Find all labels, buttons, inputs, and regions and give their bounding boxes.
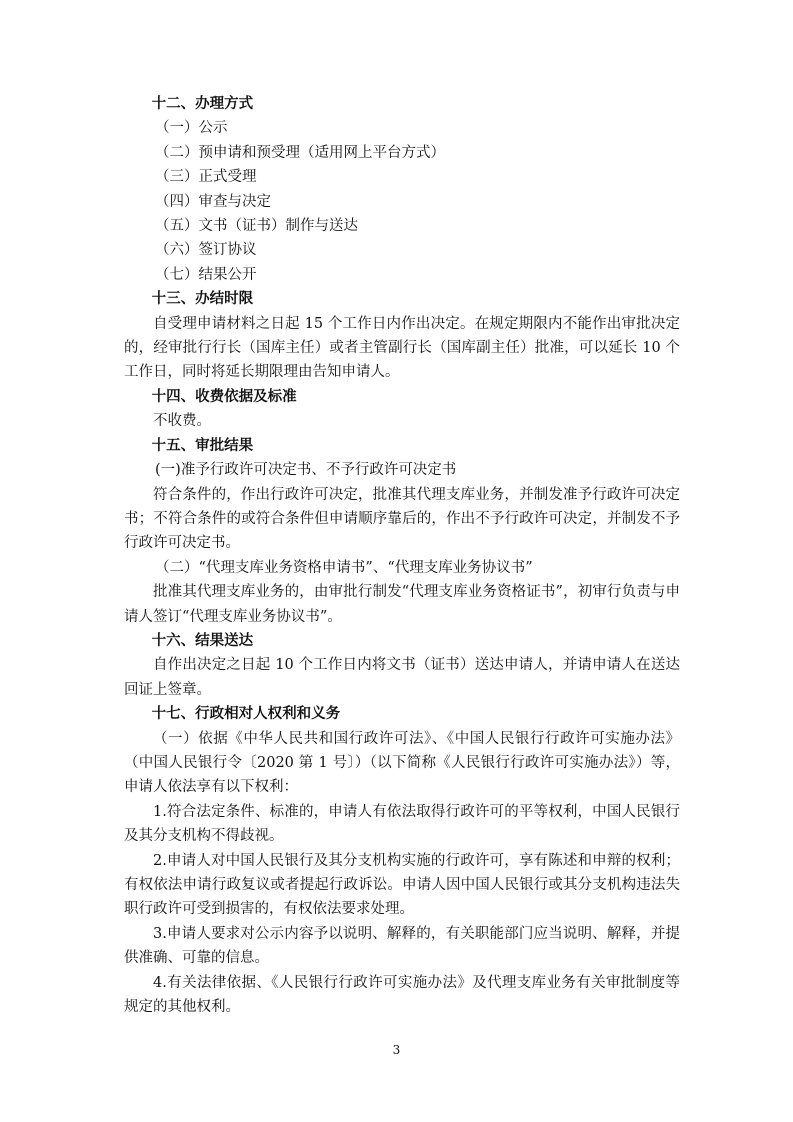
paragraph: （一）依据《中华人民共和国行政许可法》、《中国人民银行行政许可实施办法》（中国人民银行令〔2020 第 1 号〕）（以下简称《人民银行行政许可实施办法》）等，申请人依法享有以下权利：: [124, 730, 680, 796]
paragraph: 不收费。: [153, 413, 211, 430]
list-item: （六）签订协议: [155, 242, 257, 259]
section-heading-13: 十三、办结时限: [151, 290, 254, 308]
list-item: 1.符合法定条件、标准的，申请人有依法取得行政许可的平等权利，中国人民银行及其分支机构不得歧视。: [124, 803, 680, 845]
list-item: （七）结果公开: [155, 266, 257, 283]
list-item: 4.有关法律依据、《人民银行行政许可实施办法》及代理支库业务有关审批制度等规定的其他权利。: [124, 974, 680, 1016]
section-heading-16: 十六、结果送达: [151, 631, 254, 649]
page-body: [124, 92, 680, 1019]
paragraph: 批准其代理支库业务的，由审批行制发“代理支库业务资格证书”，初审行负责与申请人签订“代理支库业务协议书”。: [124, 584, 680, 625]
list-item: （三）正式受理: [155, 169, 257, 186]
list-item: （一）公示: [155, 120, 228, 137]
section-heading-17: 十七、行政相对人权利和义务: [151, 705, 341, 723]
list-item: （四）审查与决定: [155, 193, 271, 210]
list-item: 3.申请人要求对公示内容予以说明、解释的，有关职能部门应当说明、解释，并提供准确、可靠的信息。: [124, 925, 680, 967]
subheading: (一)准予行政许可决定书、不予行政许可决定书: [155, 462, 457, 479]
list-item: （二）预申请和预受理（适用网上平台方式）: [155, 144, 445, 161]
section-heading-15: 十五、审批结果: [151, 436, 254, 454]
list-item: （五）文书（证书）制作与送达: [155, 218, 358, 235]
section-heading-14: 十四、收费依据及标准: [151, 387, 297, 405]
paragraph: 自作出决定之日起 10 个工作日内将文书（证书）送达申请人，并请申请人在送达回证上签章。: [124, 657, 680, 698]
paragraph: 符合条件的，作出行政许可决定，批准其代理支库业务，并制发准予行政许可决定书；不符合条件的或符合条件但申请顺序靠后的，作出不予行政许可决定，并制发不予行政许可决定书。: [124, 486, 680, 552]
section-heading-12: 十二、办理方式: [151, 95, 254, 112]
paragraph: 自受理申请材料之日起 15 个工作日内作出决定。在规定期限内不能作出审批决定的，经审批行行长（国库主任）或者主管副行长（国库副主任）批准，可以延长 10 个工作日，同时将延长期限理由告知申请人。: [124, 315, 680, 381]
page-number: 3: [392, 1043, 401, 1057]
subheading: （二）“代理支库业务资格申请书”、“代理支库业务协议书”: [155, 559, 533, 576]
list-item: 2.申请人对中国人民银行及其分支机构实施的行政许可，享有陈述和申辩的权利；有权依法申请行政复议或者提起行政诉讼。申请人因中国人民银行或其分支机构违法失职行政许可受到损害的，有权依法要求处理。: [124, 852, 680, 918]
